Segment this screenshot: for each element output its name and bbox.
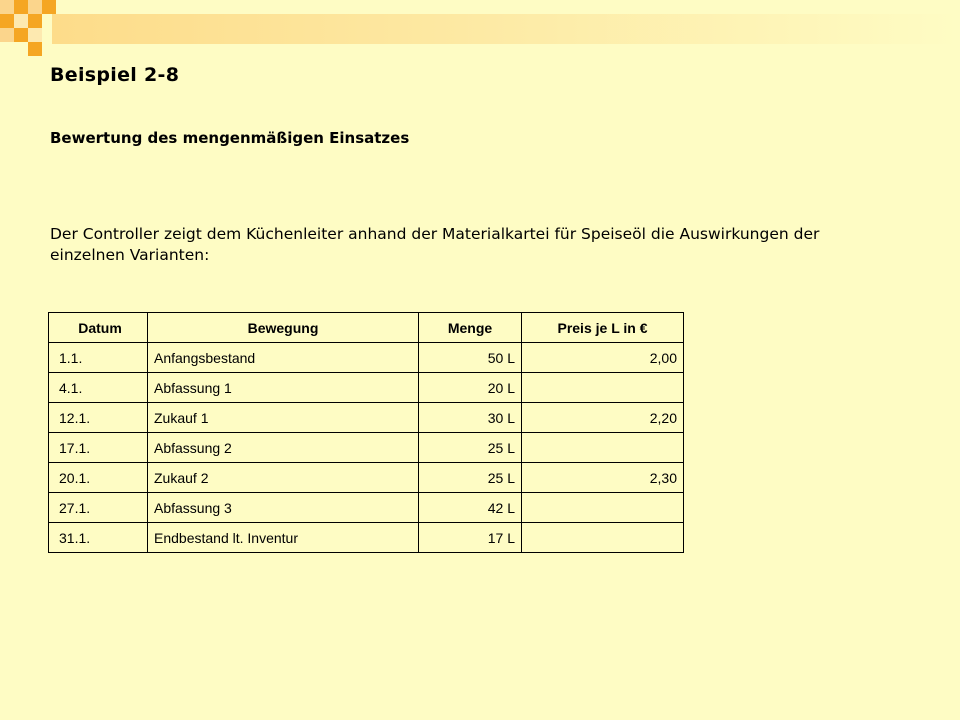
column-header-datum: Datum	[49, 313, 148, 343]
cell-datum: 27.1.	[49, 493, 148, 523]
table-row	[49, 523, 684, 553]
cell-menge: 25 L	[419, 463, 522, 493]
cell-datum: 20.1.	[49, 463, 148, 493]
cell-datum: 31.1.	[49, 523, 148, 553]
cell-preis	[522, 523, 684, 553]
cell-menge: 20 L	[419, 373, 522, 403]
cell-menge: 17 L	[419, 523, 522, 553]
cell-menge: 42 L	[419, 493, 522, 523]
cell-preis: 2,20	[522, 403, 684, 433]
cell-preis: 2,30	[522, 463, 684, 493]
cell-preis	[522, 373, 684, 403]
intro-paragraph: Der Controller zeigt dem Küchenleiter anhand der Materialkartei für Speiseöl die Auswirkungen der einzelnen Varianten:	[50, 225, 820, 264]
column-header-bewegung: Bewegung	[148, 313, 419, 343]
table-row	[49, 433, 684, 463]
cell-datum: 17.1.	[49, 433, 148, 463]
cell-preis	[522, 433, 684, 463]
cell-bewegung: Zukauf 2	[148, 463, 419, 493]
cell-datum: 4.1.	[49, 373, 148, 403]
decorative-header-squares	[0, 0, 960, 60]
cell-datum: 12.1.	[49, 403, 148, 433]
cell-menge: 30 L	[419, 403, 522, 433]
cell-bewegung: Abfassung 1	[148, 373, 419, 403]
table-row	[49, 493, 684, 523]
table-row	[49, 463, 684, 493]
cell-menge: 25 L	[419, 433, 522, 463]
cell-bewegung: Endbestand lt. Inventur	[148, 523, 419, 553]
column-header-menge: Menge	[419, 313, 522, 343]
page-subtitle: Bewertung des mengenmäßigen Einsatzes	[50, 129, 410, 147]
cell-bewegung: Abfassung 3	[148, 493, 419, 523]
cell-bewegung: Abfassung 2	[148, 433, 419, 463]
table-row	[49, 403, 684, 433]
material-card-table	[48, 312, 684, 553]
table-row	[49, 373, 684, 403]
table-header-row	[49, 313, 684, 343]
column-header-preis: Preis je L in €	[522, 313, 684, 343]
cell-menge: 50 L	[419, 343, 522, 373]
cell-preis	[522, 493, 684, 523]
cell-datum: 1.1.	[49, 343, 148, 373]
cell-bewegung: Anfangsbestand	[148, 343, 419, 373]
cell-preis: 2,00	[522, 343, 684, 373]
cell-bewegung: Zukauf 1	[148, 403, 419, 433]
page-title: Beispiel 2-8	[50, 64, 180, 86]
table-row	[49, 343, 684, 373]
